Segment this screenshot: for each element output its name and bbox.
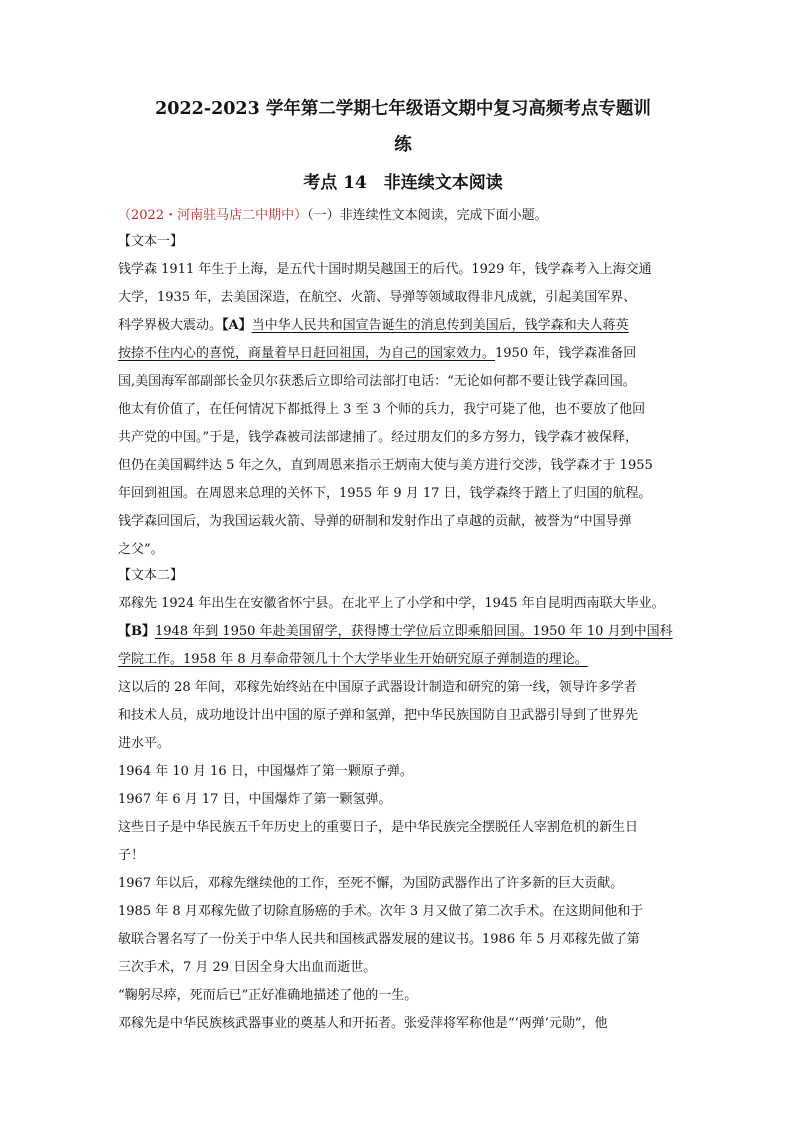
text1-line: 但仍在美国羁绊达 5 年之久，直到周恩来指示王炳南大使与美方进行交涉，钱学森才于 1955 <box>118 458 653 473</box>
text1-line: 年回到祖国。在周恩来总理的关怀下，1955 年 9 月 17 日，钱学森终于踏上了归国的航程。 <box>118 486 652 501</box>
text1-line: 大学，1935 年，去美国深造，在航空、火箭、导弹等领域取得非凡成就，引起美国军界、 <box>118 290 637 305</box>
text2-line: 子！ <box>118 848 145 863</box>
text2-line: 敏联合署名写了一份关于中华人民共和国核武器发展的建议书。1986 年 5 月邓稼先做了第 <box>118 932 640 947</box>
underlined-passage-a-cont: 按捺不住内心的喜悦，商量着早日赶回祖国，为自己的国家效力。 <box>118 346 496 361</box>
text2-line: 邓稼先是中华民族核武器事业的奠基人和开拓者。张爱萍将军称他是“‘两弹’元勋”，他 <box>118 1016 608 1031</box>
text2-line: 这以后的 28 年间，邓稼先始终站在中国原子武器设计制造和研究的第一线，领导许多学者 <box>118 680 637 695</box>
question-instruction: （一）非连续性文本阅读，完成下面小题。 <box>307 208 548 223</box>
marker-a: 【A】 <box>222 318 252 333</box>
text2-line: 1964 年 10 月 16 日，中国爆炸了第一颗原子弹。 <box>118 764 413 779</box>
question-intro <box>118 206 688 226</box>
text2-heading: 【文本二】 <box>118 568 184 583</box>
text2-line: 1985 年 8 月邓稼先做了切除直肠癌的手术。次年 3 月又做了第二次手术。在这期间他和于 <box>118 904 644 919</box>
marker-b: 【B】 <box>118 624 155 639</box>
text1-heading: 【文本一】 <box>118 234 184 249</box>
underlined-passage-b: 1948 年到 1950 年赴美国留学，获得博士学位后立即乘船回国。1950 年 10 月到中国科 <box>155 624 673 639</box>
text2-line: 进水平。 <box>118 736 171 751</box>
document-title-line1: 2022-2023 学年第二学期七年级语文期中复习高频考点专题训 <box>155 99 651 119</box>
text2-line: 三次手术，7 月 29 日因全身大出血而逝世。 <box>118 960 377 975</box>
text2-line: “鞠躬尽瘁，死而后已”正好准确地描述了他的一生。 <box>118 988 418 1003</box>
text1-line: 之父”。 <box>118 542 164 557</box>
text2-line: 邓稼先 1924 年出生在安徽省怀宁县。在北平上了小学和中学，1945 年自昆明西南联大毕业。 <box>118 596 665 611</box>
document-subtitle: 考点 14 非连续文本阅读 <box>303 173 503 193</box>
underlined-passage-a: 当中华人民共和国宣告诞生的消息传到美国后，钱学森和夫人蒋英 <box>251 318 629 333</box>
text2-line <box>118 650 688 670</box>
text1-line: 钱学森 1911 年生于上海，是五代十国时期吴越国王的后代。1929 年，钱学森考入上海交通 <box>118 262 652 277</box>
text2-line <box>118 622 688 642</box>
text1-line: 钱学森回国后，为我国运载火箭、导弹的研制和发射作出了卓越的贡献，被誉为“中国导弹 <box>118 514 632 529</box>
text2-line: 1967 年以后，邓稼先继续他的工作，至死不懈，为国防武器作出了许多新的巨大贡献。 <box>118 876 624 891</box>
text1-plain: 1950 年，钱学森准备回 <box>495 346 637 361</box>
text1-plain: 科学界极大震动。 <box>118 318 223 333</box>
text1-line <box>118 316 688 336</box>
text1-line <box>118 344 688 364</box>
text2-line: 和技术人员，成功地设计出中国的原子弹和氢弹，把中华民族国防自卫武器引导到了世界先 <box>118 708 639 723</box>
text1-line: 国,美国海军部副部长金贝尔获悉后立即给司法部打电话：“无论如何都不要让钱学森回国。 <box>118 374 636 389</box>
text1-line: 共产党的中国。”于是，钱学森被司法部逮捕了。经过朋友们的多方努力，钱学森才被保释， <box>118 430 639 445</box>
underlined-passage-b-cont: 学院工作。1958 年 8 月奉命带领几十个大学毕业生开始研究原子弹制造的理论。 <box>118 652 588 667</box>
text2-line: 这些日子是中华民族五千年历史上的重要日子，是中华民族完全摆脱任人宰割危机的新生日 <box>118 820 639 835</box>
text1-line: 他太有价值了，在任何情况下都抵得上 3 至 3 个师的兵力，我宁可毙了他，也不要放了他回 <box>118 402 646 417</box>
text2-line: 1967 年 6 月 17 日，中国爆炸了第一颗氢弹。 <box>118 792 392 807</box>
exam-source: （2022・河南驻马店二中期中） <box>118 208 308 223</box>
document-title-line2: 练 <box>394 135 412 155</box>
